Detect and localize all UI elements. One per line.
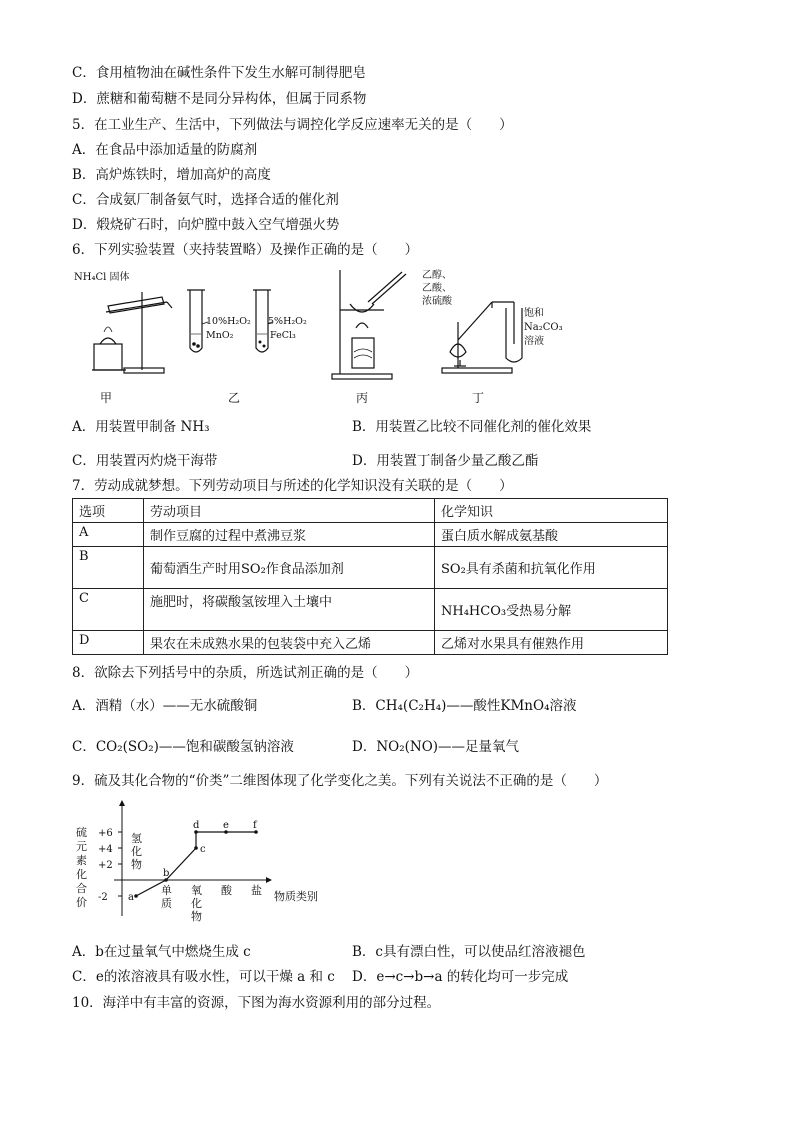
- category-label-char: 酸: [221, 884, 232, 897]
- table-cell: 蛋白质水解成氨基酸: [435, 523, 668, 547]
- data-point-label: f: [253, 820, 257, 831]
- y-axis-label: [76, 825, 87, 909]
- y-tick-label: +2: [98, 860, 113, 871]
- q5-stem: 5．在工业生产、生活中，下列做法与调控化学反应速率无关的是（ ）: [72, 117, 513, 133]
- q6-option-c: C．用装置丙灼烧干海带: [72, 453, 218, 469]
- table-row: [73, 523, 668, 547]
- q5-option-c: C．合成氨厂制备氨气时，选择合适的催化剂: [72, 192, 339, 208]
- data-point-label: d: [193, 820, 200, 831]
- caption-jia: 甲: [100, 391, 113, 405]
- category-label-char: 物: [191, 910, 202, 923]
- q6-stem: 6．下列实验装置（夹持装置略）及操作正确的是（ ）: [72, 242, 419, 258]
- category-label-char: 化: [191, 897, 202, 910]
- y-axis-label-char: 硫: [76, 826, 87, 839]
- caption-yi: 乙: [228, 391, 241, 405]
- data-point-c: [194, 846, 198, 850]
- table-cell: 制作豆腐的过程中煮沸豆浆: [144, 523, 435, 547]
- table-cell: A: [73, 523, 144, 547]
- data-point-label: b: [163, 868, 170, 879]
- q10-stem: 10．海洋中有丰富的资源，下图为海水资源利用的部分过程。: [72, 995, 441, 1011]
- q5-option-a: A．在食品中添加适量的防腐剂: [72, 142, 258, 158]
- y-axis-label-char: 素: [76, 854, 87, 867]
- apparatus-jia: [74, 270, 172, 373]
- data-point-a: [134, 894, 138, 898]
- y-tick-label: +6: [98, 828, 113, 839]
- y-tick-label: -2: [98, 892, 108, 903]
- q8-option-a: A．酒精（水）——无水硫酸铜: [72, 698, 258, 714]
- y-axis-arrow: [119, 800, 125, 806]
- y-tick-label: +4: [98, 844, 113, 855]
- q7-table: [72, 498, 668, 655]
- table-cell: 施肥时，将碳酸氢铵埋入土壤中: [144, 589, 435, 631]
- q5-option-b: B．高炉炼铁时，增加高炉的高度: [72, 167, 271, 183]
- table-cell: D: [73, 631, 144, 655]
- table-cell: 乙烯对水果具有催熟作用: [435, 631, 668, 655]
- table-row: [73, 589, 668, 631]
- x-axis-label: 物质类别: [274, 890, 318, 903]
- q9-option-d: D．e→c→b→a 的转化均可一步完成: [352, 969, 569, 985]
- ding-reagent-2: 乙酸、: [422, 283, 452, 294]
- category-label-char: 化: [131, 845, 142, 858]
- data-point-label: e: [223, 820, 229, 831]
- data-point-label: a: [128, 892, 134, 903]
- q8-option-c: C．CO₂(SO₂)——饱和碳酸氢钠溶液: [72, 739, 294, 755]
- caption-bing: 丙: [356, 391, 369, 405]
- table-header-cell: 选项: [73, 499, 144, 523]
- ding-reagent-3: 浓硫酸: [422, 296, 452, 307]
- data-point-label: c: [200, 844, 206, 855]
- q9-valence-chart: [74, 798, 334, 938]
- q6-apparatus-figure: [72, 262, 572, 412]
- q6-option-b: B．用装置乙比较不同催化剂的催化效果: [352, 419, 592, 435]
- y-axis-label-char: 化: [76, 868, 87, 881]
- q6-option-a: A．用装置甲制备 NH₃: [72, 419, 210, 435]
- q8-stem: 8．欲除去下列括号中的杂质，所选试剂正确的是（ ）: [72, 665, 419, 681]
- q9-option-c: C．e的浓溶液具有吸水性，可以干燥 a 和 c: [72, 969, 335, 985]
- q9-option-b: B．c具有漂白性，可以使品红溶液褪色: [352, 944, 586, 960]
- table-header-row: [73, 499, 668, 523]
- table-cell: B: [73, 547, 144, 589]
- category-label-char: 单: [161, 884, 172, 897]
- ding-right-2: Na₂CO₃: [524, 322, 563, 333]
- category-label-char: 质: [161, 897, 172, 910]
- table-cell: 果农在未成熟水果的包装袋中充入乙烯: [144, 631, 435, 655]
- ding-right-1: 饱和: [524, 308, 544, 319]
- table-header-cell: 化学知识: [435, 499, 668, 523]
- table-cell: 葡萄酒生产时用SO₂作食品添加剂: [144, 547, 435, 589]
- q7-stem: 7．劳动成就梦想。下列劳动项目与所述的化学知识没有关联的是（ ）: [72, 478, 513, 494]
- ding-right-3: 溶液: [524, 336, 544, 347]
- table-header-cell: 劳动项目: [144, 499, 435, 523]
- y-axis-label-char: 元: [76, 840, 87, 853]
- category-label-char: 物: [131, 858, 142, 871]
- jia-reagent-label: NH₄Cl 固体: [74, 272, 130, 283]
- category-label-char: 氢: [131, 832, 142, 845]
- yi-right-bottom-label: FeCl₃: [270, 330, 296, 341]
- table-cell: C: [73, 589, 144, 631]
- q4-option-d: D．蔗糖和葡萄糖不是同分异构体，但属于同系物: [72, 91, 367, 107]
- y-axis-label-char: 合: [76, 882, 87, 895]
- ding-reagent-1: 乙醇、: [422, 270, 452, 281]
- apparatus-bing: [332, 270, 406, 379]
- x-axis-arrow: [266, 877, 272, 883]
- yi-left-top-label: 10%H₂O₂: [206, 316, 251, 327]
- yi-right-top-label: 5%H₂O₂: [268, 316, 307, 327]
- q4-option-c: C．食用植物油在碱性条件下发生水解可制得肥皂: [72, 65, 366, 81]
- q5-option-d: D．煅烧矿石时，向炉膛中鼓入空气增强火势: [72, 217, 340, 233]
- q8-option-d: D．NO₂(NO)——足量氧气: [352, 739, 520, 755]
- q8-option-b: B．CH₄(C₂H₄)——酸性KMnO₄溶液: [352, 698, 577, 714]
- table-row: [73, 631, 668, 655]
- yi-left-bottom-label: MnO₂: [206, 330, 234, 341]
- table-row: [73, 547, 668, 589]
- q9-stem: 9．硫及其化合物的“价类”二维图体现了化学变化之美。下列有关说法不正确的是（ ）: [72, 773, 608, 789]
- caption-ding: 丁: [472, 391, 485, 405]
- table-cell: NH₄HCO₃受热易分解: [435, 589, 668, 631]
- category-label-char: 氧: [191, 884, 202, 897]
- q9-option-a: A．b在过量氧气中燃烧生成 c: [72, 944, 251, 960]
- q6-option-d: D．用装置丁制备少量乙酸乙酯: [352, 453, 539, 469]
- apparatus-ding: [442, 302, 522, 373]
- category-label-char: 盐: [251, 884, 262, 897]
- table-cell: SO₂具有杀菌和抗氧化作用: [435, 547, 668, 589]
- y-axis-label-char: 价: [76, 896, 87, 909]
